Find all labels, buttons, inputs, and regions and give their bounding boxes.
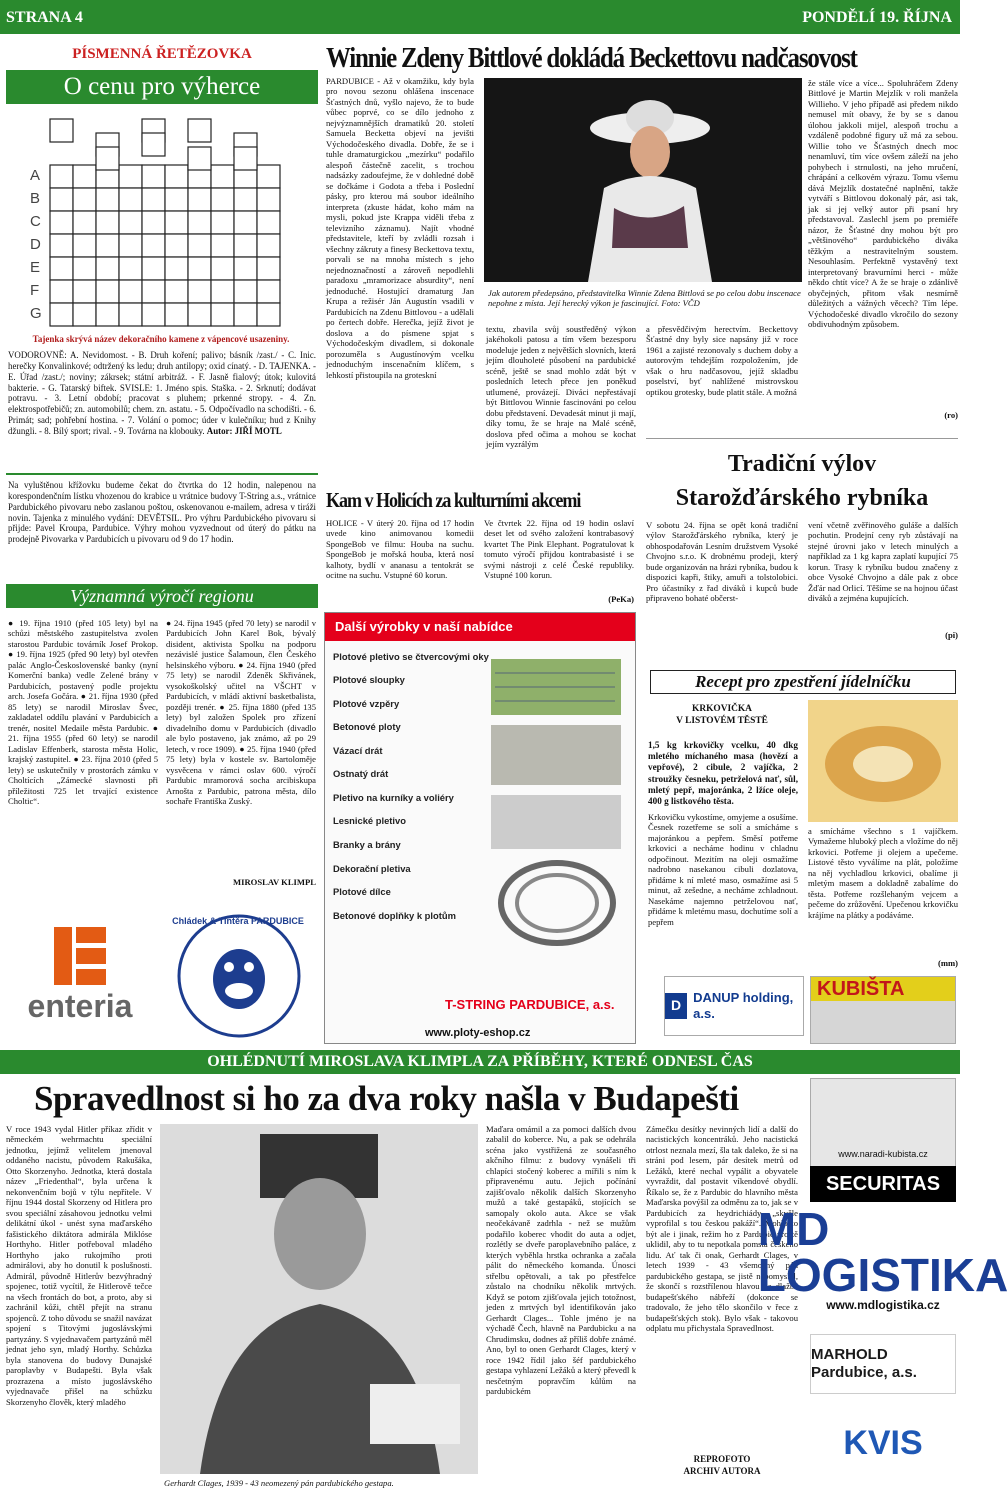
grid-cell	[257, 280, 280, 303]
row-letter: G	[30, 305, 42, 322]
grid-cell	[50, 211, 73, 234]
fence-item: Lesnické pletivo	[333, 815, 406, 827]
chladek-tintera-ad[interactable]	[160, 912, 318, 1040]
anniversaries-col1: ● 19. října 1910 (před 105 lety) byl na schůzi městského zastupitelstva zvolen starostou Pardubic továrník Josef Prokop. ● 19. října 1925 (před 90 lety) byl otevřen palác Anglo-Československé banky (nyní Komerční banka) vedle Zelené brány v Pardubicích, postavený podle projektu arch. Josefa Gočára. ● 21. října 1930 (před 85 lety) se narodil Miroslav Švec, zakladatel oddílu plavání v Pardubicích a trenér, nositel Medaile města Pardubic. ● 21. října 1955 (před 60 lety) se narodil Ladislav Effenberk, starosta města Holic, krajský zastupitel. ● 23. října 2010 (před 5 lety) se uskutečnily v prostorách zámku v Choltících „Zámecké slavnosti při příležitosti 725 let trvající existence Choltic“.	[8, 618, 158, 807]
anniversaries-title: Významná výročí regionu	[6, 584, 318, 608]
grid-cell	[188, 257, 211, 280]
danup-name: DANUP holding, a.s.	[693, 990, 794, 1021]
article4-title: Spravedlnost si ho za dva roky našla v Budapešti	[34, 1079, 739, 1118]
crossword-subtitle: O cenu pro výherce	[6, 70, 318, 104]
article1-col1: PARDUBICE - Až v okamžiku, kdy byla pro novou sezonu ohlášena inscenace Šťastných dnů, vyšlo najevo, že to bude vůbec poprvé, co se dílo jednoho z nejvýznamnějších dramatiků 20. století Samuela Becketta objeví na jevišti Východočeského divadla. Dobře, že se i tuhle dramaturgickou „mezírku“ podařilo alespoň částečně zacelit, s trochou nadsázky zadoufejme, že v dohledné době se dočkáme i Godota a třeba i Poslední pásky, pro kterou má soubor ideálního interpreta (zkuste hádat, koho mám na mysli, pokud jste Krappa viděli třeba z televizního záznamu). Najít vhodné představitele, kteří by zvládli rozsah i všechny zákruty a finesy Beckettova textu, porvali se na mnoha místech s jeho nejednoznačností a zároveň nepodlehli paradoxu „mramorizace absurdity“, není jednoduché. Hostující dramaturg Jan Krupa a režisér Ján Augustín vsadili v Pardubicích na Zdenu Bittlovou - a udělali po čertech dobře. Herečka, jejíž život je doslova a do písmene spjat s Východočeským divadlem, si dokonale porozuměla s Augustínovým vcelku jednoduchým inscenačním klíčem, s lehkostí přistoupila na groteskní	[326, 76, 474, 380]
grid-cell	[257, 234, 280, 257]
fence-item: Dekorační pletiva	[333, 862, 411, 874]
article4-col1: V roce 1943 vydal Hitler příkaz zřídit v německém wehrmachtu speciální jednotku, jejímž velitelem jmenoval oddaného nacistu, původem Rakušáka, Otto Skorzenyho. Jednotka, která dostala název „Friedenthal“, byla určena k nekonvenčním bojů v týlu nepřítele. V říjnu 1944 dostal Skorzeny od Hitlera pro svou speciální zásahovou jednotku velmi delikátní úkol - unést syna maďarského fašistického diktátora admirála Miklóse Horthyho. Hitler potřeboval mladého Horthyho jako rukojmího proti admirálovi, aby ho donutil k poslušnosti. Admirál, původně Hitlerův bezvýhradný spojenec, totiž vycítil, že Hitlerově tečce na všech frontách do bot, a proto, aby si zachránil kůži, chtěl přejít na stranu spojenců. Z toho důvodu se snažil navázat spojení s Titovými jugoslávskými partyzány. S vyjednavačem partyzánů měl jednat jeho syn, mladý Horthy. Schůzka byla stanovena do budovy Dunajské paroplavby v Budapešti. Byla však prozrazena a místo jugoslávského vyjednavače přišel na schůzku Skorzenyho člověk, který mladého	[6, 1124, 152, 1407]
grid-cell	[211, 280, 234, 303]
fence-item: Plotové vzpěry	[333, 697, 400, 709]
securitas-ad[interactable]: SECURITAS	[810, 1166, 956, 1202]
grid-cell	[188, 234, 211, 257]
grid-cell	[73, 188, 96, 211]
crossword-author: Autor: JIŘÍ MOTL	[206, 426, 282, 437]
grid-cell	[50, 188, 73, 211]
grid-cell	[96, 257, 119, 280]
grid-cell	[257, 257, 280, 280]
article3-author: (pi)	[945, 630, 958, 640]
grid-cell	[73, 280, 96, 303]
grid-cell	[119, 303, 142, 326]
article4-col2: Maďara omámil a za pomoci dalších dvou zabalil do koberce. Nu, a pak se odehrála scéna jako vystřižená ze současného akčního filmu: z budovy vynášeli tři chlapíci stočený koberec a mířili s ním k připravenému autu. Jejich počínání zajišťovalo několik dalších Skorzenyho mužů a také gestapáků, stojících se samopaly okolo auta. Akce se však neočekávaně zadrhla - než se mužům podařilo koberec vhodit do auta a odjet, rozlétly se dveře paroplavebního paláce, z kterých vyběhla hrstka ochranka a začala pálit do německého komanda. Únosci střelbu opětovali, a tak po přestřelce zůstalo na chodníku několik mrtvých. Když se potom zjišťovala jejich totožnost, jeden z mrtvých byl identifikován jako Gerhardt Clages... Tohle jméno je na výchadě Čech, hlavně na Pardubicku a na Chrudimsku, dodnes až příliš dobře známé. Ano, byl to onen Gerhardt Clages, který v roce 1942 řídil jako šéf pardubického gestapa vyhlazení Ležáků a který převedl k nesčetným popravčím kůlům na pardubickém	[486, 1124, 636, 1397]
grid-cell	[257, 165, 280, 188]
grid-cell	[234, 211, 257, 234]
marhold-ad[interactable]: MARHOLD Pardubice, a.s.	[810, 1334, 956, 1394]
grid-cell	[73, 165, 96, 188]
grid-cell	[188, 147, 211, 170]
grid-cell	[257, 211, 280, 234]
grid-cell	[142, 303, 165, 326]
grid-cell	[96, 280, 119, 303]
md-name: MD LOGISTIKA	[757, 1202, 1008, 1301]
fence-item: Plotové sloupky	[333, 674, 405, 686]
kubista-web[interactable]: www.naradi-kubista.cz	[810, 1078, 956, 1168]
grid-cell	[211, 257, 234, 280]
grid-cell	[142, 188, 165, 211]
article2-col2: Ve čtvrtek 22. října od 19 hodin oslaví deset let od svého založení kontrabasový kvartet The Pink Elephant. Pogratulovat k tomuto výročí přijdou kontrabasisté i se svými nástroji z celé České republiky. Vstupné 100 korun.	[484, 518, 634, 581]
grid-cell	[50, 234, 73, 257]
grid-cell	[142, 257, 165, 280]
fence-item: Betonové ploty	[333, 721, 401, 733]
grid-cell	[234, 188, 257, 211]
recipe-col1: Krkovičku vykostíme, omyjeme a osušíme. Česnek rozetřeme se solí a smícháme s majoránkou a pepřem. Směsí potřeme krkovici a necháme hodinu v chladnu odpočinout. Mezitím na oleji osmažíme nadrobno nasekanou cibuli dozlatova, přidáme k ní mleté maso, osmažíme asi 5 minut, až zešedne, a necháme zchladnout. Nasekáme najemno petrželovou nať, přidáme k mletému masu, dochutíme solí a pepřem	[648, 812, 798, 927]
grid-cell	[234, 147, 257, 170]
kvis-ad[interactable]: KVIS	[843, 1424, 923, 1463]
recipe-photo	[808, 700, 958, 822]
grid-cell	[211, 188, 234, 211]
grid-cell	[119, 234, 142, 257]
crossword-title: PÍSMENNÁ ŘETĚZOVKA	[72, 46, 252, 62]
article1-title: Winnie Zdeny Bittlové dokládá Beckettovu nadčasovost	[326, 42, 857, 74]
row-letter: F	[30, 282, 40, 299]
row-letter: E	[30, 259, 41, 276]
danup-logo-icon: D	[665, 993, 687, 1018]
article1-author: (ro)	[944, 410, 958, 420]
grid-cell	[188, 211, 211, 234]
theatre-photo	[484, 78, 802, 282]
article3-col2: vení včetně zvěřinového guláše a dalších pochutin. Prodejní ceny ryb zůstávají na stejné úrovni jako v letech minulých a například za 1 kg kapra zaplatí kupující 75 korun. Trasy k rybníku budou značeny z obce Vysoké Chvojno a dále pak z obce Žďár nad Orlicí. Těšíme se na hojnou účast diváků a zejména kupujících.	[808, 520, 958, 604]
article3-col1: V sobotu 24. října se opět koná tradiční výlov Starožďárského rybníka, který je obhospodařován Lesním družstvem Vysoké Chvojno s.r.o. K drobnému prodeji, který bude organizován na hrázi rybníka, budou k dispozici kapři, štiky, amuři a tolstolobici. Pro účastníky z řad diváků i kupců bude připraveno bohaté občerst-	[646, 520, 798, 604]
grid-cell	[142, 211, 165, 234]
grid-cell	[188, 280, 211, 303]
clages-photo	[160, 1124, 478, 1474]
grid-cell	[73, 303, 96, 326]
grid-cell	[165, 280, 188, 303]
grid-cell	[165, 257, 188, 280]
article4-band: OHLÉDNUTÍ MIROSLAVA KLIMPLA ZA PŘÍBĚHY, KTERÉ ODNESL ČAS	[207, 1053, 753, 1070]
grid-cell	[96, 147, 119, 170]
repro-label-1: REPROFOTO	[693, 1454, 751, 1464]
crossword-row-letters	[30, 164, 44, 325]
danup-ad[interactable]	[664, 976, 804, 1036]
grid-cell	[119, 188, 142, 211]
fence-item: Branky a brány	[333, 838, 401, 850]
fence-item: Ostnatý drát	[333, 768, 389, 780]
article1-col2: textu, zbavila svůj soustředěný výkon jakéhokoli patosu a tím všem bezesporu modeluje jeden z největších slovních, která jejím dlouholeté působení na pardubické scéně, ještě se snad mohlo zdát být v posledních letech přece jen poněkud utlumené, provázejí. Diváci nepřestávají být Bittlovou Winnie fascinováni po celou dobu představení. Devadesát minut ji mají, díky tomu, že se hraje na Malé scéně, doslova před očima a mohou se kochat jejím vyzrálým	[486, 324, 636, 450]
enteria-ad[interactable]	[6, 912, 154, 1040]
anniversaries-author: MIROSLAV KLIMPL	[232, 877, 316, 887]
fence-item: Vázací drát	[333, 744, 383, 756]
fence-ad-brand: T-STRING PARDUBICE, a.s.	[445, 997, 615, 1012]
recipe-sub2: V LISTOVÉM TĚSTĚ	[676, 716, 768, 726]
grid-cell	[234, 303, 257, 326]
grid-cell	[142, 234, 165, 257]
grid-cell	[257, 188, 280, 211]
top-bar	[0, 0, 960, 34]
crossword-hint: Tajenka skrývá název dekoračního kamene z vápencové usazeniny.	[32, 334, 290, 344]
grid-cell	[50, 257, 73, 280]
grid-cell	[96, 211, 119, 234]
md-logistika-ad[interactable]	[757, 1202, 1008, 1312]
grid-cell	[50, 119, 73, 142]
recipe-author: (mm)	[937, 958, 958, 968]
grid-cell	[188, 303, 211, 326]
article1-col4: že stále více a více... Spoluhráčem Zdeny Bittlové je Martin Mejzlík v roli manžela Willieho. V jeho případě asi předem nikdo nemusel mít obavy, že by se s danou úlohou jakkoli mijel, alespoň trochu a vzdáleně podobné figury už má za sebou. Willie toho ve Šťastných dnech moc nenamluví, tím více ovšem záleží na jeho pohybech i strnulosti, na jeho mručení, chrápání a celkovém výrazu. Tomu všemu dává Mejzlík dostatečné naplnění, takže vytváří s Bittlovou dokonalý pár, asi tak, jak si jej velký autor při psaní hry představoval. Zaslechl jsem po premiéře názor, že Šťastné dny mohou být pro „většinového“ pardubického diváka těžkým a nestravitelným soustem. Nesouhlasím. Perfektně vystavěný text interpretovaný bravurními herci - může někdo chtít více? A že se hraje o zdánlivě obyčejných, přitom však nesmírně důležitých a vážných věcech? Tím lépe. Východočeské divadlo vkročilo do sezony obdivuhodným způsobem.	[808, 78, 958, 330]
grid-cell	[73, 211, 96, 234]
grid-cell	[165, 234, 188, 257]
recipe-col2: a smícháme všechno s 1 vajíčkem. Vymažeme hluboký plech a vložíme do něj krkovici. Potřeme ji olejem a upečeme. Listové těsto vyválíme na plát, položíme na něj vychladlou krkovici, obalíme ji mletým masem a dokladně zabalíme do těsta. Potřeme rozšlehaným vejcem a pečeme do zrůžovění. Upečenou krkovičku krájíme na plátky a podáváme.	[808, 826, 958, 920]
article2-col1: HOLICE - V úterý 20. října od 17 hodin uvede kino animovanou komedii SpongeBob ve filmu: Houba na suchu. SpongeBob je mořská houba, která nosí kalhoty, bydlí v ananasu a tentokrát se ocitne na suchu. Vstupné 60 korun.	[326, 518, 474, 581]
grid-cell	[188, 188, 211, 211]
recipe-sub1: KRKOVIČKA	[692, 704, 752, 714]
theatre-photo-caption: Jak autorem předepsáno, představitelka Winnie Zdena Bittlová se po celou dobu inscenace nepohne z místa. Její herecký výkon je fascinující. Foto: VČD	[488, 288, 801, 309]
grid-cell	[119, 257, 142, 280]
grid-cell	[50, 280, 73, 303]
page-number: STRANA 4	[6, 9, 83, 26]
issue-date: PONDĚLÍ 19. ŘÍJNA	[802, 9, 952, 26]
fence-item: Plotové dílce	[333, 886, 391, 898]
grid-cell	[119, 165, 142, 188]
article4-col3: Zámečku desítky nevinných lidí a další do nacistických koncentráků. Jeho nacistická otrlost neznala mezí, šla tak daleko, že si na stráni pod lesem, pár desítek metrů od Ležáků, které nechal vypálit a obyvatele vyvraždit, dal postavit víkendové obydlí. Říkalo se, že z Pardubic do hlavního města Maďarska povýšil za odměnu za to, jak se v Pardubicích za heydrichiády „skvěle vyprofilal s tou českou pakáží“. Mohlo to být ale i jinak, režim ho z Pardubic prostě uklidil, aby to tu nepotkala pomsta českého lidu. Ať tak či onak, Gerhardt Clages, v letech 1939 - 43 všemocný pán pardubického gestapa, se jistě nepomyslel, že skončí s rozstřílenou hlavou na dlažbě budapešťského nábřeží (dokonce se tradovalo, že jeho tělo skončilo v řece z budapešťských stok). Bylo však - takovou odplatu mu přichystala Spravedlnost.	[646, 1124, 798, 1334]
kubista-name: KUBIŠTA	[811, 977, 955, 1001]
grid-cell	[234, 257, 257, 280]
chladek-logo-icon	[174, 913, 304, 1039]
fence-item: Pletivo na kurníky a voliéry	[333, 791, 454, 803]
fence-ad-title: Další výrobky v naší nabídce	[325, 613, 635, 641]
grid-cell	[211, 303, 234, 326]
grid-cell	[234, 280, 257, 303]
fence-item: Plotové pletivo se čtvercovými oky	[333, 650, 489, 662]
grid-cell	[73, 234, 96, 257]
fence-product-images	[485, 653, 631, 983]
fence-ad[interactable]	[324, 612, 636, 1044]
recipe-ingredients: 1,5 kg krkovičky vcelku, 40 dkg mletého míchaného masa (hovězí a vepřové), 2 cibule, 2 vajíčka, 2 stroužky česneku, petrželová nať, sůl, mletý pepř, majoránka, 2 lžíce oleje, 400 g listkového těsta.	[648, 740, 798, 807]
repro-label-2: ARCHIV AUTORA	[683, 1466, 761, 1476]
grid-cell	[142, 165, 165, 188]
grid-cell	[142, 280, 165, 303]
fence-ad-web[interactable]: www.ploty-eshop.cz	[425, 1027, 531, 1039]
grid-cell	[142, 133, 165, 156]
row-letter: C	[30, 213, 41, 230]
grid-cell	[96, 188, 119, 211]
kubista-ad[interactable]	[810, 976, 956, 1044]
grid-cell	[119, 280, 142, 303]
article3-title-2: Starožďárského rybníka	[675, 485, 929, 511]
article2-title: Kam v Holicích za kulturními akcemi	[326, 488, 581, 512]
fence-item: Betonové doplňky k plotům	[333, 909, 456, 921]
row-letter: A	[30, 167, 41, 184]
article2-author: (PeKa)	[608, 594, 634, 604]
grid-cell	[50, 303, 73, 326]
grid-cell	[165, 165, 188, 188]
row-letter: B	[30, 190, 41, 207]
row-letter: D	[30, 236, 41, 253]
crossword-rules: Na vyluštěnou křížovku budeme čekat do čtvrtka do 12 hodin, nalepenou na korespondenčním lístku vhozenou do krabice u vrátnice budovy T-String a.s., vrátnice Pardubického pivovaru nebo zaslanou poštou, oskenovanou e-mailem, adresa v tiráži novin. Tajenka z minulého vydání: DEVĚTSIL. Pro výhru Pardubického pivovaru si přijde: Pavel Kroupa, Pardubice. Výhry mohou vyzvednout od úterý do pátku na prodejně Pivovarka v Pardubicích u pivovaru od 9 do 17 hodin.	[8, 480, 316, 545]
grid-cell	[211, 234, 234, 257]
crossword-grid	[30, 109, 282, 327]
article1-col3: a přesvědčivým herectvím. Beckettovy Šťastné dny byly sice napsány již v roce 1961 a zajisté rezonovaly s duchem doby a autorovým tehdejším rozpoložením, jde však o hru nadčasovou, jejíž skladbu poselství, byť nahlížené mistrovskou optikou grotesky, bude platit stále. A možná	[646, 324, 798, 397]
grid-cell	[50, 165, 73, 188]
grid-cell	[211, 211, 234, 234]
grid-cell	[165, 211, 188, 234]
grid-cell	[165, 303, 188, 326]
grid-cell	[234, 234, 257, 257]
grid-cell	[119, 211, 142, 234]
grid-cell	[96, 234, 119, 257]
grid-cell	[73, 257, 96, 280]
anniversaries-col2: ● 24. října 1945 (před 70 lety) se narodil v Pardubicích John Karel Bok, bývalý disident, aktivista Spolku na podporu nezávislé justice Šalamoun, člen Českého helsinského výboru. ● 24. října 1940 (před 75 lety) se narodil Zdeněk Skřivánek, vysokoškolský učitel na VŠCHT v Pardubicích, v mládí aktivní basketbalista, později trenér. ● 25. října 1880 (před 135 lety) byl založen Spolek pro zřízení divadelního domu v Pardubicích (divadlo ale bylo postaveno, jak známo, až po 29 letech, v roce 1909). ● 25. října 1940 (před 75 lety) byla v kostele sv. Bartoloměje vysvěcena v rámci oslav 600. výročí Pardubic mramorová socha arcibiskupa Arnošta z Pardubic, patrona města, dílo sochaře Františka Zuský.	[166, 618, 316, 807]
recipe-title: Recept pro zpestření jídelníčku	[650, 670, 956, 694]
grid-cell	[211, 165, 234, 188]
clages-photo-caption: Gerhardt Clages, 1939 - 43 neomezený pán pardubického gestapa.	[164, 1478, 394, 1488]
grid-cell	[96, 303, 119, 326]
enteria-logo-icon	[50, 925, 110, 987]
grid-cell	[257, 303, 280, 326]
enteria-name: enteria	[27, 988, 133, 1025]
grid-cell	[188, 119, 211, 142]
chladek-name: Chládek & Tintěra PARDUBICE	[172, 916, 304, 926]
crossword-clues	[8, 350, 316, 462]
grid-cell	[165, 188, 188, 211]
article3-title-1: Tradiční výlov	[727, 451, 877, 477]
clues-text: VODOROVNĚ: A. Nevidomost. - B. Druh koření; palivo; básník /zast./ - C. Inic. herečky Konvalinkové; odtržený ks ledu; druh antilopy; oxid cínatý. - D. TAJENKA. - E. Úřad /zast./; noviny; zákrsek; státní arbitráž. - F. Jasně fialový; útok; kulovitá bakterie. - G. Tatarský biftek. SVISLE: 1. Jméno spis. Staška. - 2. Srknutí; dodávat potravu. - 3. Letní období; pracovat s pluhem; prkenné stropy. - 4. Zn. elektrospotřebičů; zn. automobilů; chem. zn. astatu. - 5. Odpočívadlo na schodišti. - 6. Primát; sad; pohřební hostina. - 7. Volání o pomoc; úder v kulečníku; hud z Knihy džungli. - 8. Bílý sport; rival. - 9. Továrna na klobouky.	[8, 350, 316, 437]
md-web: www.mdlogistika.cz	[826, 1297, 940, 1312]
